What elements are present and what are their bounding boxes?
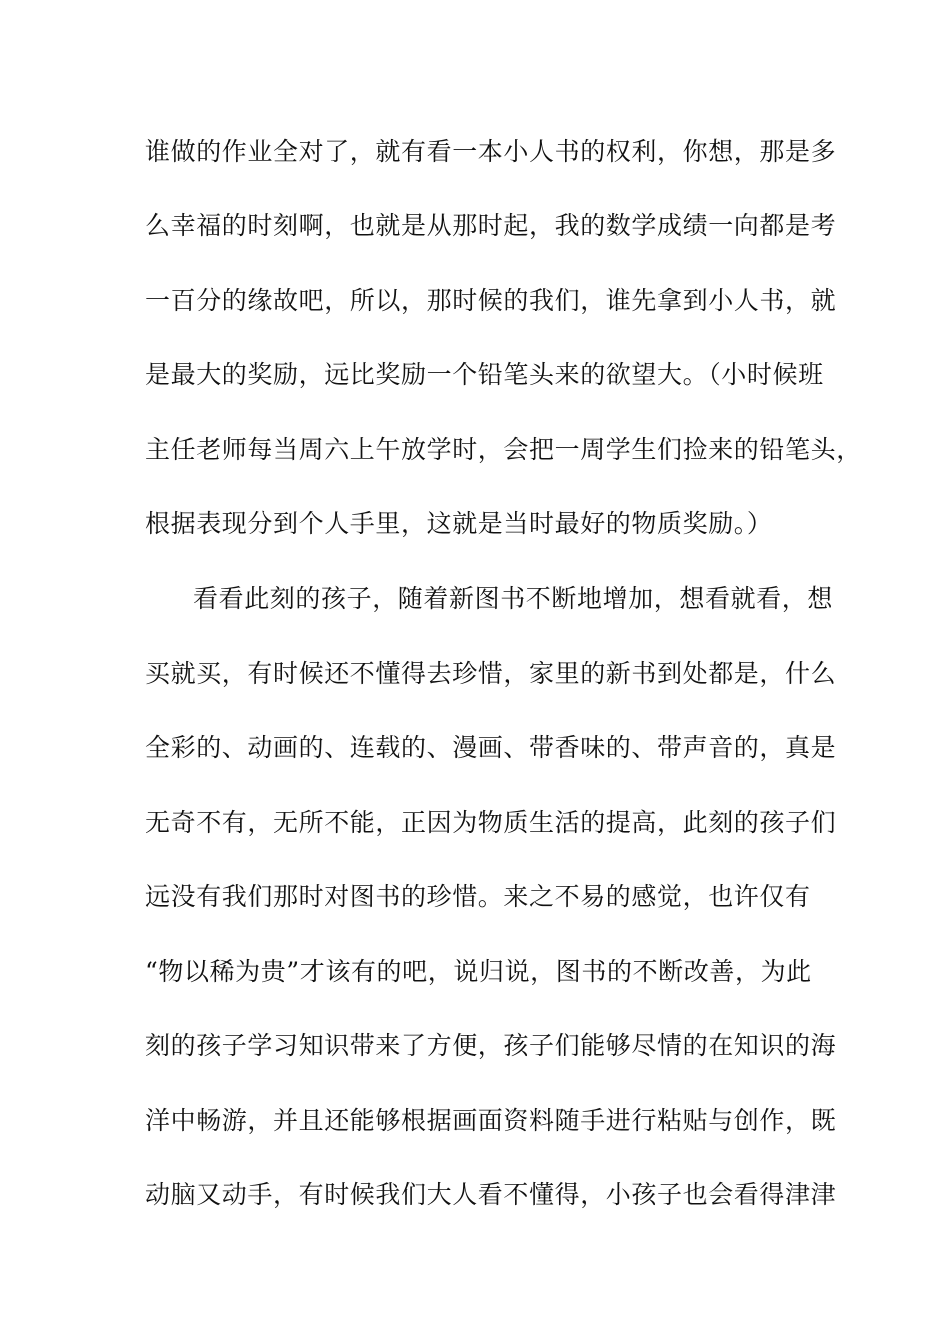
- text-line: 是最大的奖励，远比奖励一个铅笔头来的欲望大。（小时候班: [145, 360, 824, 389]
- text-line: “物以稀为贵”才该有的吧，说归说，图书的不断改善，为此: [145, 957, 812, 986]
- text-line: 根据表现分到个人手里，这就是当时最好的物质奖励。）: [145, 509, 773, 538]
- text-line: 洋中畅游，并且还能够根据画面资料随手进行粘贴与创作，既: [145, 1106, 837, 1135]
- text-line: 谁做的作业全对了，就有看一本小人书的权利，你想，那是多: [145, 137, 837, 166]
- text-line: 无奇不有，无所不能，正因为物质生活的提高，此刻的孩子们: [145, 808, 837, 837]
- text-line: 刻的孩子学习知识带来了方便，孩子们能够尽情的在知识的海: [145, 1031, 837, 1060]
- text-line: 一百分的缘故吧，所以，那时候的我们，谁先拿到小人书，就: [145, 286, 837, 315]
- paragraph-first-line: 看看此刻的孩子，随着新图书不断地增加，想看就看，想: [193, 584, 834, 613]
- text-line: 买就买，有时候还不懂得去珍惜，家里的新书到处都是，什么: [145, 659, 837, 688]
- text-line: 主任老师每当周六上午放学时，会把一周学生们捡来的铅笔头，: [145, 435, 862, 464]
- text-line: 么幸福的时刻啊，也就是从那时起，我的数学成绩一向都是考: [145, 211, 837, 240]
- text-line: 远没有我们那时对图书的珍惜。来之不易的感觉，也许仅有: [145, 882, 811, 911]
- text-line: 全彩的、动画的、连载的、漫画、带香味的、带声音的，真是: [145, 733, 837, 762]
- text-line: 动脑又动手，有时候我们大人看不懂得，小孩子也会看得津津: [145, 1180, 837, 1209]
